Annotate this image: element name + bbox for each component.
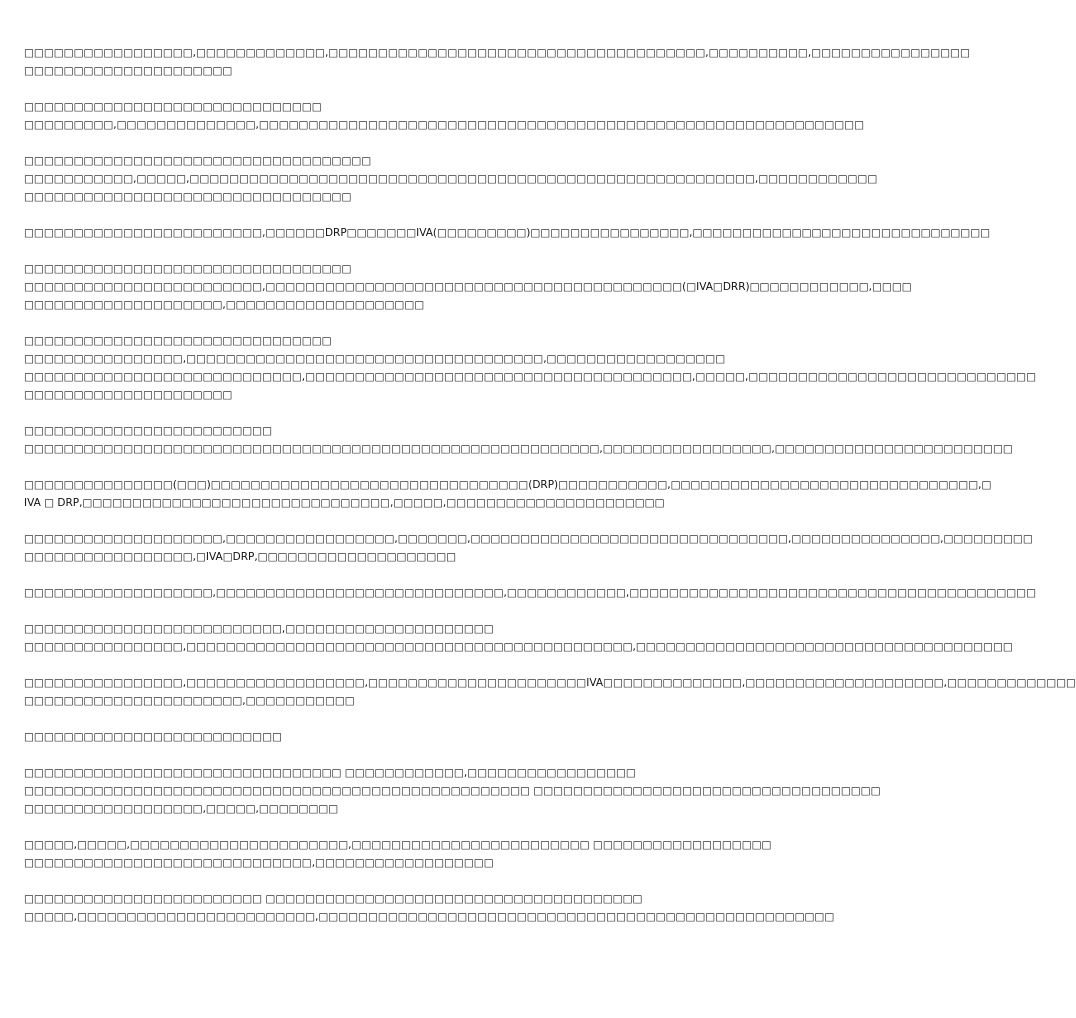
text-line: □□□□□□□□□□□□□□□□□,□IVA□DRP,□□□□□□□□□□□□□□□□□□□□ [24, 551, 457, 563]
text-line: □□□□□□□□□□□□□□□□□□□□□□□□□ [24, 425, 273, 437]
paragraph [24, 224, 991, 242]
text-line: □□□□□□□□□□□□□□□□,□□□□□□□□□□□□□□□□□□□□□□□□□□□□□□□□□□□□□□□□□□□□□,□□□□□□□□□□□□□□□□□□□□□□□□□□□□□□□□□□□□□□ [24, 641, 1013, 653]
paragraph [24, 476, 992, 512]
text-line: □□□□□□□□□□□□□□□□□□□□□ [24, 65, 233, 77]
text-line: □□□□□□□□□□□□□□□(□□□)□□□□□□□□□□□□□□□□□□□□□□□□□□□□□□□□(DRP)□□□□□□□□□□□,□□□□□□□□□□□□□□□□□□□□□□□□□□□□□□□,□ [24, 479, 992, 491]
text-line: □□□□□□□□□□□□□□□□□□□□□□,□□□□□□□□□□□ [24, 695, 355, 707]
text-line: □□□□□□□□□□□□□□□□□□□□□□□□□□,□□□□□□□□□□□□□□□□□□□□□ [24, 623, 494, 635]
paragraph [24, 620, 1013, 656]
paragraph [24, 260, 912, 314]
text-line: □□□□□□□□□□□□□□□□□□□□□□□□□□□□□□□□□ [24, 263, 352, 275]
text-line: □□□□□□□□□□□□□□□□□,□□□□□□□□□□□□□,□□□□□□□□□□□□□□□□□□□□□□□□□□□□□□□□□□□□□□,□□□□□□□□□□,□□□□□□□□□□□□□□□□ [24, 47, 970, 59]
text-line: □□□□□□□□□□□□□□□□□□□□□□□□□□□□□□□□ □□□□□□□□□□□□,□□□□□□□□□□□□□□□□□ [24, 767, 636, 779]
text-line: □□□□□□□□□□□□□□□□□□□□□□□□,□□□□□□□□□□□□□□□□□□□□□□□□□□□□□□□□□□□□□□□□□□(□IVA□DRR)□□□□□□□□□□□□,□□□□ [24, 281, 912, 293]
text-line: □□□□□□□□□□□□□□□□□□□□□□□□□□□□□□□□□□□□□□□□□□□□□□□□□□□ □□□□□□□□□□□□□□□□□□□□□□□□□□□□□□□□□□□ [24, 785, 881, 797]
paragraph [24, 530, 1033, 566]
paragraph [24, 584, 1036, 602]
paragraph [24, 728, 696, 746]
text-line: IVA □ DRP,□□□□□□□□□□□□□□□□□□□□□□□□□□□□□□□,□□□□□,□□□□□□□□□□□□□□□□□□□□□□ [24, 497, 665, 509]
paragraph [24, 422, 1013, 458]
paragraph [24, 152, 878, 206]
text-line: □□□□□□□□□□□□□□□□□□□□□□□□□□□□,□□□□□□□□□□□□□□□□□□□□□□□□□□□□□□□□□□□□□□□,□□□□□,□□□□□□□□□□□□□□□□□□□□□□□□□□□□□ [24, 371, 1036, 383]
text-line: □□□□□□□□□□□□□□□□,□□□□□□□□□□□□□□□□□□,□□□□□□□□□□□□□□□□□□□□□□IVA□□□□□□□□□□□□□□,□□□□□□□□□□□□□□□□□□□□,□□□□□□□□□□□□□ [24, 677, 1076, 689]
text-line: □□□□□□□□□□□□□□□□□□□□□□□□□□□□□□□□□□□ [24, 155, 372, 167]
paragraph [24, 836, 772, 872]
text-line: □□□□□□□□□□□□□□□□□□□□□ [24, 389, 233, 401]
paragraph [24, 890, 835, 926]
text-line: □□□□□,□□□□□,□□□□□□□□□□□□□□□□□□□□□□,□□□□□□□□□□□□□□□□□□□□□□□□ □□□□□□□□□□□□□□□□□□ [24, 839, 772, 851]
text-line: □□□□□□□□□□□□□□□□□□□□□□□□,□□□□□□DRP□□□□□□□IVA(□□□□□□□□□)□□□□□□□□□□□□□□□□,□□□□□□□□□□□□□□□□□□□□□□□□□□□□□□ [24, 227, 991, 239]
text-line: □□□□□□□□□□□□□□□□□□□□□□□□□□□□□□□□□□□□□□□□□□□□□□□□□□□□□□□□□□,□□□□□□□□□□□□□□□□□,□□□□□□□□□□□□□□□□□□□□□□□□ [24, 443, 1013, 455]
text-line: □□□□□□□□□□□□□□□□□□□,□□□□□□□□□□□□□□□□□□□□□□□□□□□□□,□□□□□□□□□□□□,□□□□□□□□□□□□□□□□□□□□□□□□□□□□□□□□□□□□□□□□□ [24, 587, 1036, 599]
paragraph [24, 332, 1036, 404]
text-line: □□□□□□□□□□□,□□□□□,□□□□□□□□□□□□□□□□□□□□□□□□□□□□□□□□□□□□□□□□□□□□□□□□□□□□□□□□□,□□□□□□□□□□□□ [24, 173, 878, 185]
document-body [24, 44, 1076, 944]
text-line: □□□□□□□□□□□□□□□□□□□□□□□□□□□□□□□ [24, 335, 332, 347]
text-line: □□□□□□□□□□□□□□□□,□□□□□□□□□□□□□□□□□□□□□□□□□□□□□□□□□□□□,□□□□□□□□□□□□□□□□□□ [24, 353, 726, 365]
text-line: □□□□□□□□□□□□□□□□□□□□,□□□□□□□□□□□□□□□□□,□□□□□□□,□□□□□□□□□□□□□□□□□□□□□□□□□□□□□□□□,□□□□□□□□□□□□□□□,□□□□□□□□□ [24, 533, 1033, 545]
text-line: □□□□□□□□□□□□□□□□□□□□□□□□□□ [24, 731, 282, 743]
paragraph [24, 764, 881, 818]
paragraph [24, 44, 970, 80]
text-line: □□□□□□□□□□□□□□□□□□□□□□□□ □□□□□□□□□□□□□□□□□□□□□□□□□□□□□□□□□□□□□□ [24, 893, 643, 905]
text-line: □□□□□□□□□□□□□□□□□□□□□□□□□□□□□□□□□ [24, 191, 352, 203]
paragraph [24, 98, 865, 134]
text-line: □□□□□□□□□□□□□□□□□□□□□□□□□□□□□,□□□□□□□□□□□□□□□□□□ [24, 857, 494, 869]
text-line: □□□□□,□□□□□□□□□□□□□□□□□□□□□□□□,□□□□□□□□□□□□□□□□□□□□□□□□□□□□□□□□□□□□□□□□□□□□□□□□□□□□ [24, 911, 835, 923]
paragraph [24, 674, 1076, 710]
text-line: □□□□□□□□□□□□□□□□□□□□,□□□□□□□□□□□□□□□□□□□□ [24, 299, 425, 311]
text-line: □□□□□□□□□,□□□□□□□□□□□□□□,□□□□□□□□□□□□□□□□□□□□□□□□□□□□□□□□□□□□□□□□□□□□□□□□□□□□□□□□□□□□□ [24, 119, 865, 131]
text-line: □□□□□□□□□□□□□□□□□□□□□□□□□□□□□□ [24, 101, 322, 113]
text-line: □□□□□□□□□□□□□□□□□□,□□□□□,□□□□□□□□ [24, 803, 339, 815]
